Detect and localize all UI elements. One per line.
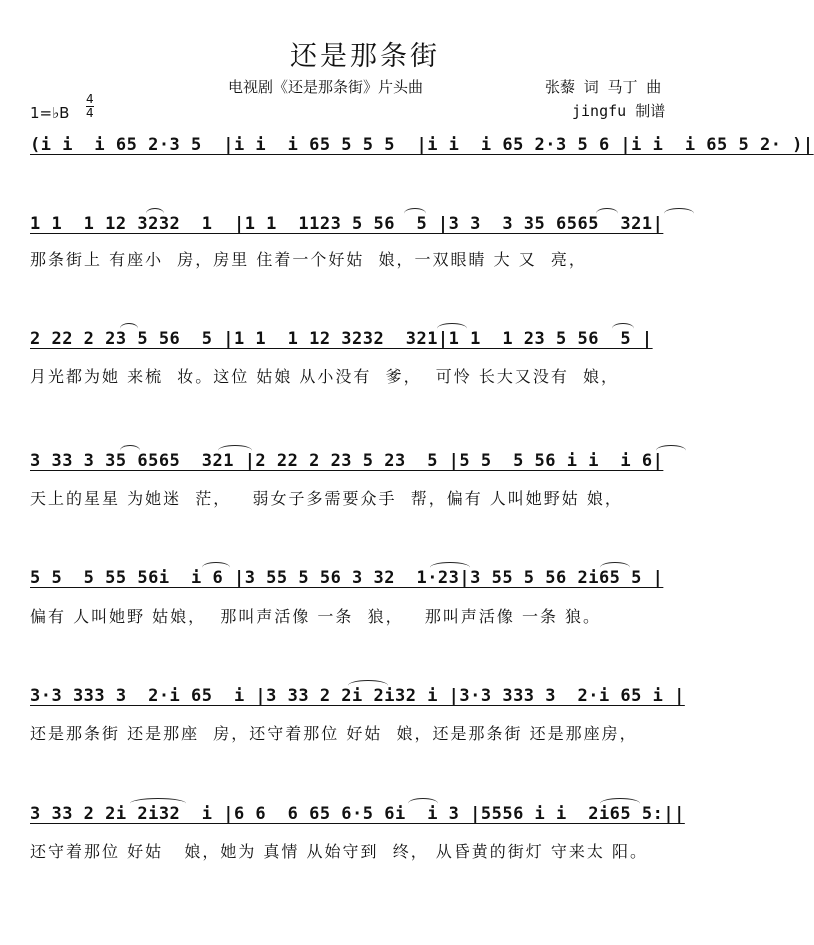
slur-mark	[348, 680, 388, 691]
slur-mark	[146, 208, 164, 219]
time-signature-bottom: 4	[86, 106, 94, 120]
system-3-lyrics: 月光都为她 来梳 妆。这位 姑娘 从小没有 爹， 可怜 长大又没有 娘，	[30, 367, 620, 386]
system-5-lyrics: 偏有 人叫她野 姑娘， 那叫声活像 一条 狼， 那叫声活像 一条 狼。	[30, 607, 602, 626]
slur-mark	[430, 562, 470, 573]
system-4-lyrics: 天上的星星 为她迷 茫， 弱女子多需要众手 帮，偏有 人叫她野姑 娘，	[30, 489, 623, 508]
system-4-notes: 3 33 3 35 6565 321 |2 22 2 23 5 23 5 |5 5 5 56 i i i 6|	[30, 451, 664, 471]
arranger-credit: jingfu 制谱	[572, 102, 666, 120]
song-title: 还是那条街	[290, 41, 440, 72]
slur-mark	[596, 208, 618, 219]
system-7-notes: 3 33 2 2i 2i32 i |6 6 6 65 6·5 6i i 3 |5556 i i 2i65 5:||	[30, 804, 685, 824]
key-signature: 1=♭B	[30, 104, 70, 122]
slur-mark	[600, 798, 640, 809]
time-signature	[86, 93, 94, 120]
slur-mark	[600, 562, 630, 573]
slur-mark	[664, 208, 694, 219]
slur-mark	[202, 562, 230, 573]
slur-mark	[656, 445, 686, 456]
system-5-notes: 5 5 5 55 56i i 6 |3 55 5 56 3 32 1·23|3 55 5 56 2i65 5 |	[30, 568, 664, 588]
slur-mark	[404, 208, 426, 219]
system-1-notes: (i i i 65 2·3 5 |i i i 65 5 5 5 |i i i 65 2·3 5 6 |i i i 65 5 2· )|	[30, 135, 814, 155]
slur-mark	[120, 445, 140, 456]
slur-mark	[218, 445, 252, 456]
system-6-lyrics: 还是那条街 还是那座 房，还守着那位 好姑 娘，还是那条街 还是那座房，	[30, 724, 638, 743]
system-3-notes: 2 22 2 23 5 56 5 |1 1 1 12 3232 321|1 1 1 23 5 56 5 |	[30, 329, 653, 349]
system-2-notes: 1 1 1 12 3232 1 |1 1 1123 5 56 5 |3 3 3 35 6565 321|	[30, 214, 664, 234]
song-subtitle: 电视剧《还是那条街》片头曲	[228, 78, 424, 96]
system-7-lyrics: 还守着那位 好姑 娘，她为 真情 从始守到 终， 从昏黄的街灯 守来太 阳。	[30, 842, 648, 861]
slur-mark	[437, 323, 467, 334]
time-signature-top: 4	[86, 92, 94, 106]
slur-mark	[408, 798, 438, 809]
system-2-lyrics: 那条街上 有座小 房，房里 住着一个好姑 娘，一双眼睛 大 又 亮，	[30, 250, 587, 269]
system-6-notes: 3·3 333 3 2·i 65 i |3 33 2 2i 2i32 i |3·3 333 3 2·i 65 i |	[30, 686, 685, 706]
song-credits: 张藜 词 马丁 曲	[545, 78, 662, 96]
slur-mark	[120, 323, 138, 334]
slur-mark	[130, 798, 186, 809]
slur-mark	[612, 323, 634, 334]
